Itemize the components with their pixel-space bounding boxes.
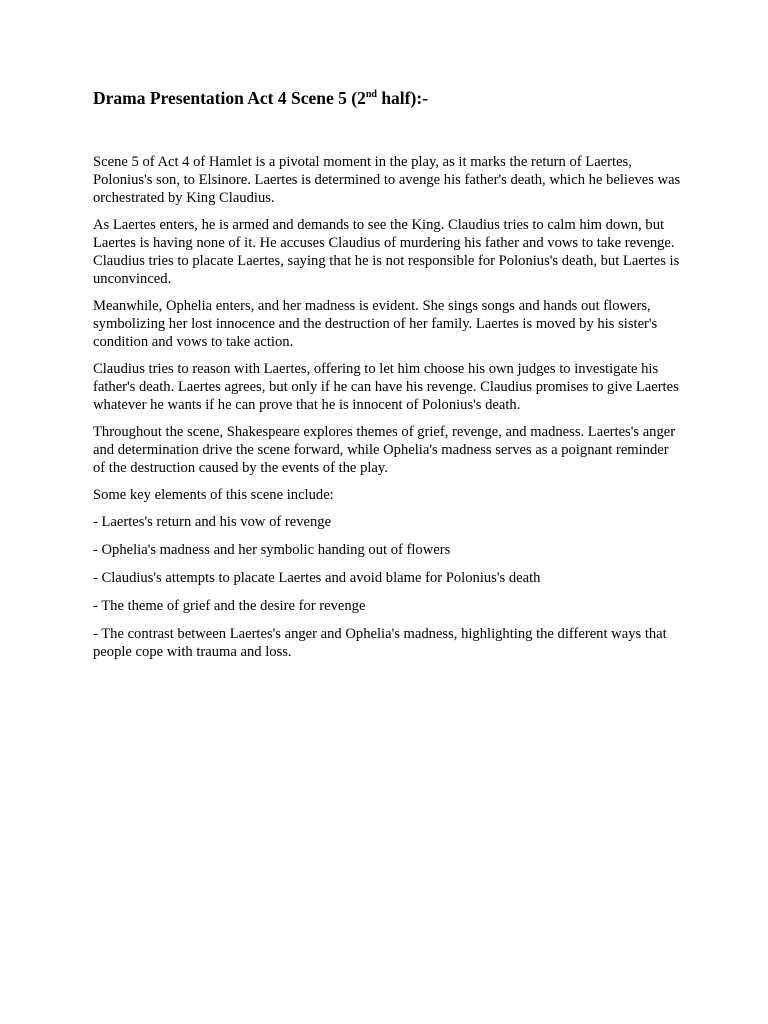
paragraph: As Laertes enters, he is armed and demands to see the King. Claudius tries to calm him down, but Laertes is having none of it. He accuses Claudius of murdering his father and vows to take revenge. Claudius tries to placate Laertes, saying that he is not responsible for Polonius's death, but Laertes is unconvinced. xyxy=(93,217,680,287)
list-item: - The theme of grief and the desire for revenge xyxy=(93,598,366,614)
paragraph: Scene 5 of Act 4 of Hamlet is a pivotal moment in the play, as it marks the return of Laertes, Polonius's son, to Elsinore. Laertes is determined to avenge his father's death, which he believes was orchestrated by King Claudius. xyxy=(93,154,681,206)
title-superscript: nd xyxy=(365,89,377,101)
list-item: - Ophelia's madness and her symbolic handing out of flowers xyxy=(93,542,451,558)
list-item: - The contrast between Laertes's anger and Ophelia's madness, highlighting the different ways that people cope with trauma and loss. xyxy=(93,626,667,660)
paragraph: Throughout the scene, Shakespeare explores themes of grief, revenge, and madness. Laertes's anger and determination drive the scene forward, while Ophelia's madness serves as a poignant reminder of the destruction caused by the events of the play. xyxy=(93,424,676,476)
document-title xyxy=(93,86,683,110)
list-item: - Claudius's attempts to placate Laertes and avoid blame for Polonius's death xyxy=(93,570,541,586)
paragraph: Claudius tries to reason with Laertes, offering to let him choose his own judges to investigate his father's death. Laertes agrees, but only if he can have his revenge. Claudius promises to give Laertes whatever he wants if he can prove that he is innocent of Polonius's death. xyxy=(93,361,679,413)
key-elements-list xyxy=(93,513,683,661)
list-intro: Some key elements of this scene include: xyxy=(93,487,334,503)
paragraph: Meanwhile, Ophelia enters, and her madness is evident. She sings songs and hands out flowers, symbolizing her lost innocence and the destruction of her family. Laertes is moved by his sister's condition and vows to take action. xyxy=(93,298,658,350)
document-page xyxy=(93,86,683,671)
list-item: - Laertes's return and his vow of revenge xyxy=(93,514,332,530)
title-text: Drama Presentation Act 4 Scene 5 (2 xyxy=(93,88,366,108)
title-text-end: half):- xyxy=(376,88,428,108)
